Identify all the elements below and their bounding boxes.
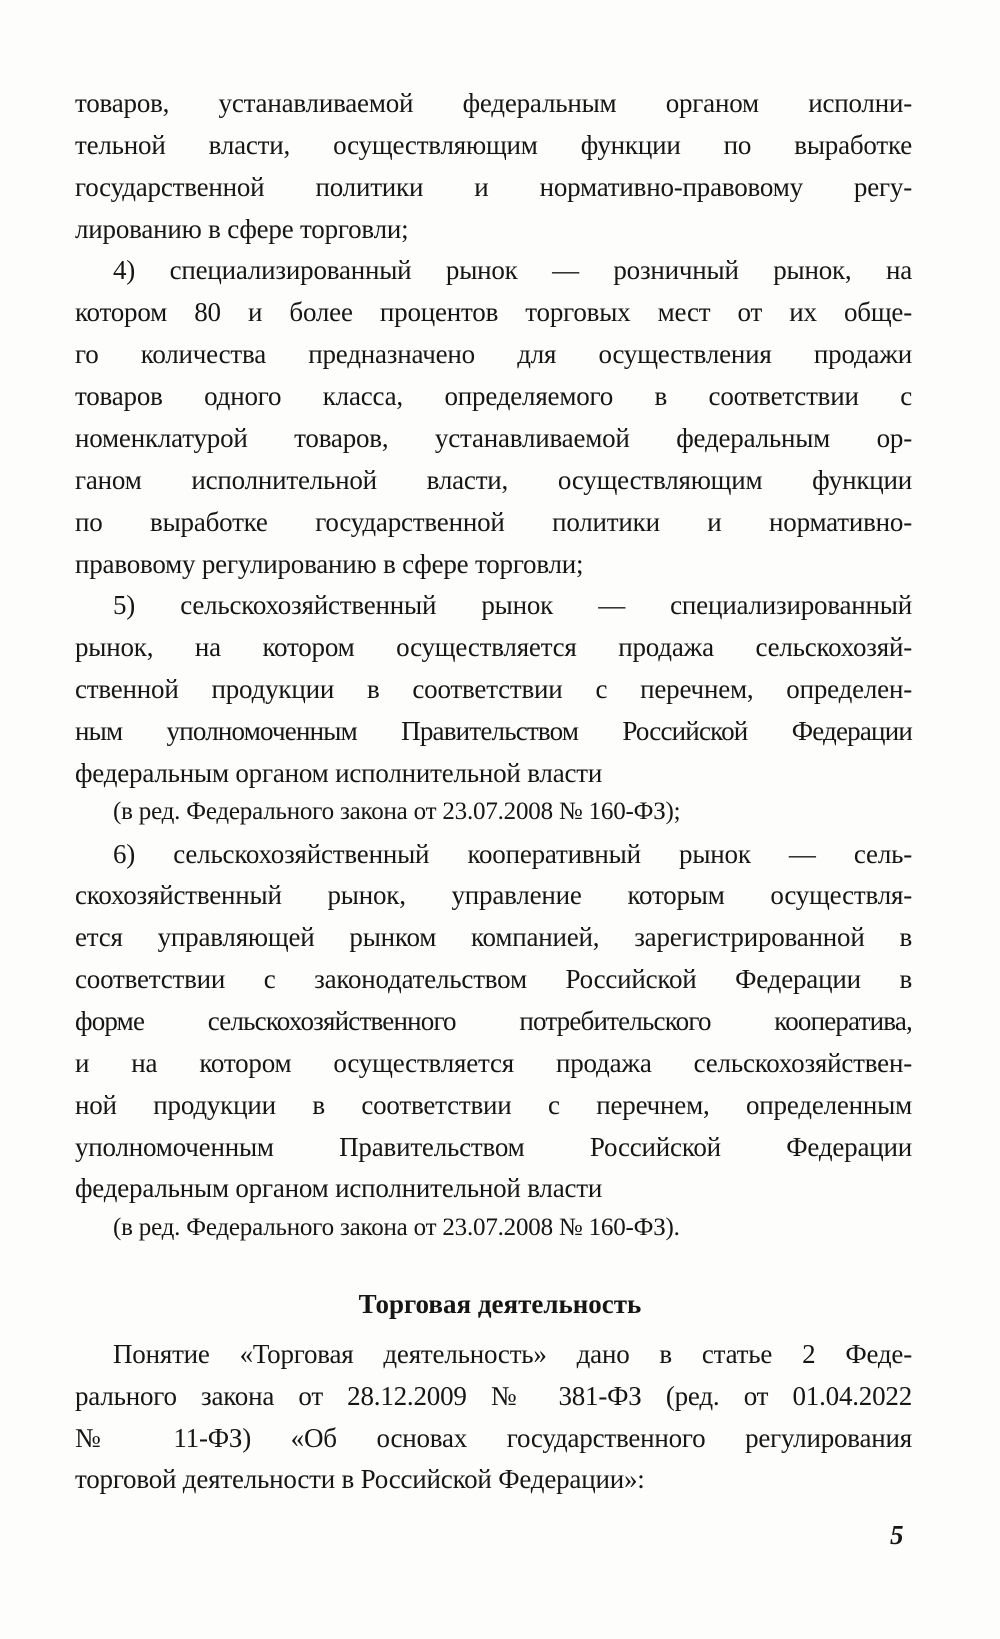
text-line: соответствии с законодательством Российской Федерации в [75,964,912,994]
text-line: правовому регулированию в сфере торговли; [75,549,584,579]
text-line: ным уполномоченным Правительством Российской Федерации [75,716,912,746]
text-line: по выработке государственной политики и нормативно- [75,507,912,537]
section-heading: Торговая деятельность [358,1289,642,1319]
text-line: номенклатурой товаров, устанавливаемой федеральным ор- [75,423,912,453]
text-line: федеральным органом исполнительной власти [75,758,603,788]
text-line: № 11-ФЗ) «Об основах государственного регулирования [75,1423,912,1453]
amendment-note: (в ред. Федерального закона от 23.07.2008 № 160-ФЗ). [113,1214,680,1241]
page-number: 5 [890,1520,904,1550]
text-line: лированию в сфере торговли; [75,214,409,244]
text-line: государственной политики и нормативно-правовому регу- [75,172,912,202]
text-line: товаров, устанавливаемой федеральным органом исполни- [75,88,912,118]
text-line: ственной продукции в соответствии с перечнем, определен- [75,674,912,704]
text-line: товаров одного класса, определяемого в соответствии с [75,381,912,411]
text-line: торговой деятельности в Российской Федерации»: [75,1464,645,1494]
text-line: ной продукции в соответствии с перечнем, определенным [75,1090,912,1120]
list-item-start: 6) сельскохозяйственный кооперативный рынок — сель- [113,839,912,869]
list-item-start: 4) специализированный рынок — розничный рынок, на [113,255,912,285]
text-line: федеральным органом исполнительной власти [75,1173,603,1203]
text-line: рынок, на котором осуществляется продажа сельскохозяй- [75,632,912,662]
text-line: котором 80 и более процентов торговых мест от их обще- [75,297,912,327]
amendment-note: (в ред. Федерального закона от 23.07.2008 № 160-ФЗ); [113,798,681,825]
text-line: тельной власти, осуществляющим функции по выработке [75,130,912,160]
text-line: скохозяйственный рынок, управление которым осуществля- [75,880,912,910]
text-line: и на котором осуществляется продажа сельскохозяйствен- [75,1048,912,1078]
list-item-start: 5) сельскохозяйственный рынок — специализированный [113,590,912,620]
text-line: ется управляющей рынком компанией, зарегистрированной в [75,922,912,952]
text-line: уполномоченным Правительством Российской Федерации [75,1132,912,1162]
text-line: го количества предназначено для осуществления продажи [75,339,912,369]
paragraph-start: Понятие «Торговая деятельность» дано в статье 2 Феде- [113,1339,912,1369]
text-line: ганом исполнительной власти, осуществляющим функции [75,465,912,495]
text-line: форме сельскохозяйственного потребительского кооператива, [75,1006,912,1036]
text-line: рального закона от 28.12.2009 № 381-ФЗ (ред. от 01.04.2022 [75,1381,912,1411]
